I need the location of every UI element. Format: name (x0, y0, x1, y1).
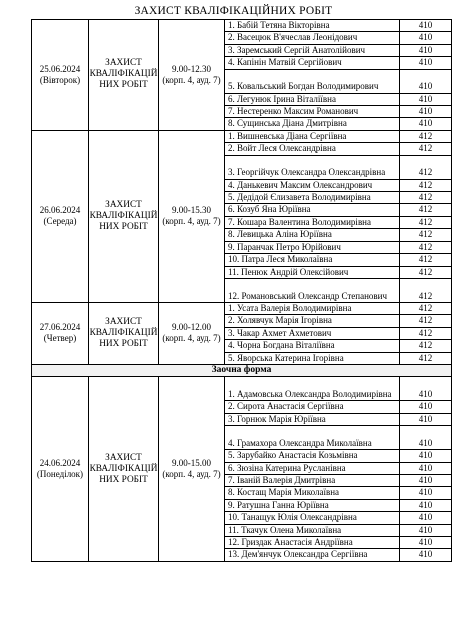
room-number: 412 (400, 204, 452, 216)
student-name: 2. Холявчук Марія Ігорівна (225, 315, 400, 327)
student-name: 6. Козуб Яна Юріївна (225, 204, 400, 216)
student-name: 4. Грамахора Олександра Миколаївна (225, 426, 400, 450)
date-cell (32, 302, 89, 364)
room-number: 410 (400, 537, 452, 549)
student-name: 5. Зарубайко Анастасія Козьмівна (225, 450, 400, 462)
student-name: 11. Пенюк Андрій Олексійович (225, 266, 400, 278)
student-name: 9. Ратушна Ганна Юріївна (225, 499, 400, 511)
room-number: 412 (400, 130, 452, 142)
student-name: 4. Капінін Матвій Сергійович (225, 57, 400, 69)
room-number: 412 (400, 315, 452, 327)
room-number: 410 (400, 413, 452, 425)
room-number: 412 (400, 229, 452, 241)
room-number: 412 (400, 266, 452, 278)
student-name: 7. Кошара Валентина Володимирівна (225, 216, 400, 228)
room-number: 412 (400, 216, 452, 228)
time-cell (159, 377, 225, 561)
student-name: 2. Васецюк В'ячеслав Леонідович (225, 32, 400, 44)
student-name: 3. Горнюк Марія Юріївна (225, 413, 400, 425)
time-line2: (корп. 4, ауд. 7) (162, 333, 221, 344)
room-number: 410 (400, 549, 452, 561)
page-title: ЗАХИСТ КВАЛІФІКАЦІЙНИХ РОБІТ (134, 5, 333, 17)
room-number: 412 (400, 192, 452, 204)
date-line2: (Вівторок) (39, 74, 81, 85)
time-line2: (корп. 4, ауд. 7) (162, 74, 221, 85)
room-number: 410 (400, 377, 452, 401)
student-name: 1. Бабій Тетяна Вікторівна (225, 20, 400, 32)
date-line2: (Четвер) (43, 333, 77, 344)
student-name: 7. Іваній Валерія Дмитрівна (225, 474, 400, 486)
date-line1: 27.06.2024 (39, 322, 81, 333)
section-row (32, 364, 452, 376)
time-cell (159, 302, 225, 364)
defense-schedule-table (31, 19, 452, 562)
room-number: 410 (400, 57, 452, 69)
student-name: 13. Дем'янчук Олександра Сергіївна (225, 549, 400, 561)
student-name: 1. Адамовська Олександра Володимирівна (225, 377, 400, 401)
event-cell: ЗАХИСТ КВАЛІФІКАЦІЙ НИХ РОБІТ (89, 377, 159, 561)
room-number: 410 (400, 106, 452, 118)
student-name: 9. Паранчак Петро Юрійович (225, 241, 400, 253)
event-cell: ЗАХИСТ КВАЛІФІКАЦІЙ НИХ РОБІТ (89, 20, 159, 131)
student-name: 8. Костащ Марія Миколаївна (225, 487, 400, 499)
student-name: 8. Левицька Аліна Юріївна (225, 229, 400, 241)
table-row (32, 130, 452, 142)
table-row (32, 302, 452, 314)
date-line2: (Середа) (43, 216, 77, 227)
room-number: 410 (400, 118, 452, 130)
room-number: 412 (400, 352, 452, 364)
student-name: 12. Романовський Олександр Степанович (225, 278, 400, 302)
room-number: 410 (400, 426, 452, 450)
student-name: 4. Данькевич Максим Олександрович (225, 179, 400, 191)
room-number: 410 (400, 450, 452, 462)
time-cell (159, 130, 225, 302)
student-name: 3. Заремський Сергій Анатолійович (225, 44, 400, 56)
room-number: 410 (400, 487, 452, 499)
time-line1: 9.00-12.00 (172, 322, 211, 333)
student-name: 4. Чорна Богдана Віталіївна (225, 340, 400, 352)
time-line1: 9.00-15.00 (172, 457, 211, 468)
student-name: 3. Георгійчук Олександра Олександрівна (225, 155, 400, 179)
room-number: 410 (400, 524, 452, 536)
room-number: 410 (400, 93, 452, 105)
student-name: 5. Дедідой Єлизавета Володимирівна (225, 192, 400, 204)
time-line2: (корп. 4, ауд. 7) (162, 469, 221, 480)
room-number: 410 (400, 462, 452, 474)
room-number: 412 (400, 327, 452, 339)
student-name: 5. Яворська Катерина Ігорівна (225, 352, 400, 364)
room-number: 410 (400, 401, 452, 413)
date-cell (32, 377, 89, 561)
section-label: Заочна форма (32, 364, 452, 376)
student-name: 12. Гриздак Анастасія Андріївна (225, 537, 400, 549)
student-name: 11. Ткачук Олена Миколаївна (225, 524, 400, 536)
room-number: 412 (400, 155, 452, 179)
room-number: 412 (400, 179, 452, 191)
student-name: 10. Патра Леся Миколаївна (225, 254, 400, 266)
student-name: 10. Танащук Юлія Олександрівна (225, 512, 400, 524)
room-number: 412 (400, 278, 452, 302)
student-name: 5. Ковальський Богдан Володимирович (225, 69, 400, 93)
student-name: 7. Нестеренко Максим Романович (225, 106, 400, 118)
room-number: 412 (400, 143, 452, 155)
room-number: 412 (400, 340, 452, 352)
table-row (32, 377, 452, 401)
room-number: 410 (400, 44, 452, 56)
student-name: 2. Сирота Анастасія Сергіївна (225, 401, 400, 413)
time-line1: 9.00-15.30 (172, 204, 211, 215)
room-number: 410 (400, 20, 452, 32)
student-name: 6. Зюзіна Катерина Русланівна (225, 462, 400, 474)
student-name: 1. Вишневська Діана Сергіївна (225, 130, 400, 142)
date-line1: 26.06.2024 (39, 204, 81, 215)
table-row (32, 20, 452, 32)
event-cell: ЗАХИСТ КВАЛІФІКАЦІЙ НИХ РОБІТ (89, 302, 159, 364)
date-line2: (Понеділок) (36, 469, 84, 480)
date-cell (32, 20, 89, 131)
room-number: 412 (400, 254, 452, 266)
room-number: 410 (400, 32, 452, 44)
room-number: 410 (400, 474, 452, 486)
student-name: 3. Чакар Ахмет Ахметович (225, 327, 400, 339)
time-line2: (корп. 4, ауд. 7) (162, 216, 221, 227)
room-number: 412 (400, 302, 452, 314)
time-line1: 9.00-12.30 (172, 63, 211, 74)
date-cell (32, 130, 89, 302)
student-name: 8. Сущинська Діана Дмитрівна (225, 118, 400, 130)
student-name: 6. Легунюк Ірина Віталіївна (225, 93, 400, 105)
room-number: 410 (400, 499, 452, 511)
student-name: 1. Усата Валерія Володимирівна (225, 302, 400, 314)
room-number: 410 (400, 512, 452, 524)
student-name: 2. Войт Леся Олександрівна (225, 143, 400, 155)
date-line1: 25.06.2024 (39, 63, 81, 74)
event-cell: ЗАХИСТ КВАЛІФІКАЦІЙ НИХ РОБІТ (89, 130, 159, 302)
room-number: 410 (400, 69, 452, 93)
room-number: 412 (400, 241, 452, 253)
date-line1: 24.06.2024 (39, 457, 81, 468)
time-cell (159, 20, 225, 131)
